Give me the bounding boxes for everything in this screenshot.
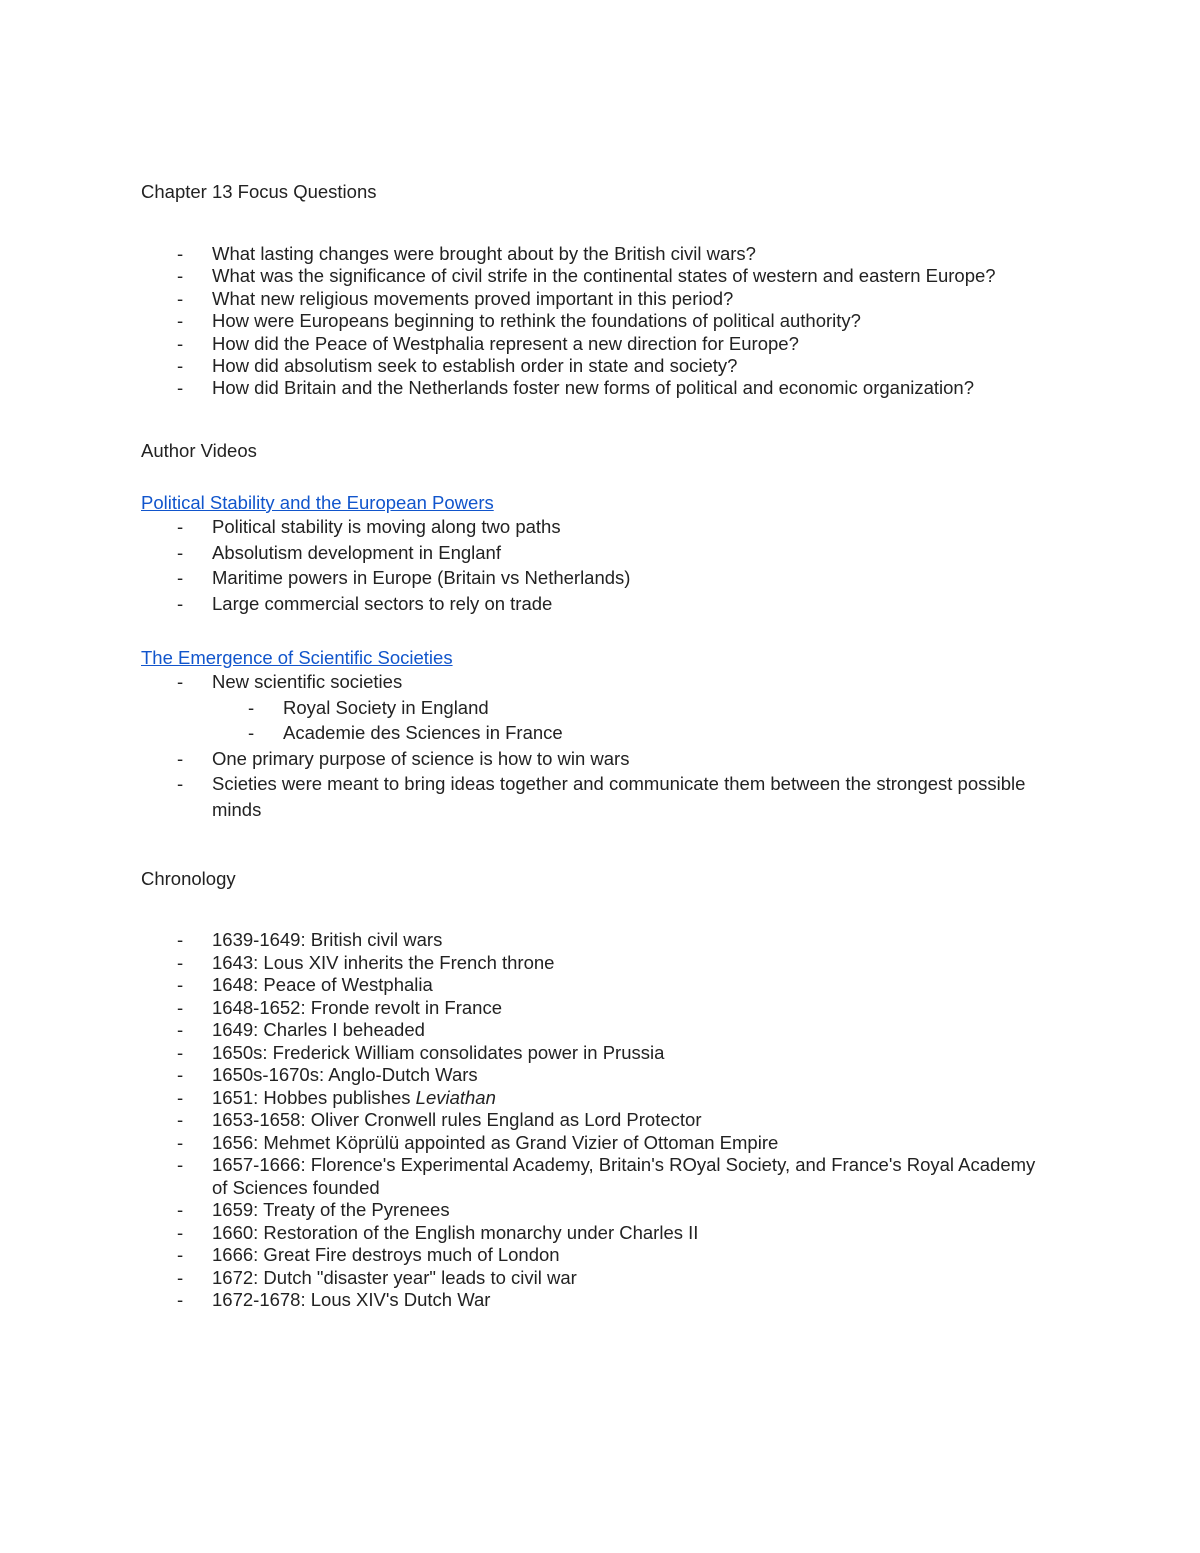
- video-2: [141, 647, 1041, 822]
- focus-section: [141, 181, 1041, 203]
- chronology-title: Chronology: [141, 868, 236, 889]
- list-item: - Scieties were meant to bring ideas together and communicate them between the strongest possible minds: [141, 771, 1041, 822]
- note-text: New scientific societies: [212, 671, 403, 692]
- list-item: - How were Europeans beginning to rethink the foundations of political authority?: [141, 310, 1041, 332]
- focus-title: Chapter 13 Focus Questions: [141, 181, 377, 202]
- book-title: Leviathan: [415, 1086, 496, 1108]
- list-item: - 1666: Great Fire destroys much of London: [141, 1244, 1041, 1267]
- list-item: - How did the Peace of Westphalia represent a new direction for Europe?: [141, 333, 1041, 355]
- list-item: - 1650s-1670s: Anglo-Dutch Wars: [141, 1064, 1041, 1087]
- list-item: [141, 1087, 1041, 1110]
- list-item: - How did absolutism seek to establish order in state and society?: [141, 355, 1041, 377]
- list-item: - Political stability is moving along two paths: [141, 514, 1041, 540]
- list-item: - Absolutism development in Englanf: [141, 540, 1041, 566]
- list-item: - 1660: Restoration of the English monarchy under Charles II: [141, 1222, 1041, 1245]
- list-item: - 1649: Charles I beheaded: [141, 1019, 1041, 1042]
- list-item: - 1648-1652: Fronde revolt in France: [141, 997, 1041, 1020]
- list-item: - 1672-1678: Lous XIV's Dutch War: [141, 1289, 1041, 1312]
- list-item: - How did Britain and the Netherlands foster new forms of political and economic organization?: [141, 377, 1041, 399]
- list-item: - What was the significance of civil strife in the continental states of western and eastern Europe?: [141, 265, 1041, 287]
- list-item: - Large commercial sectors to rely on trade: [141, 591, 1041, 617]
- focus-questions: [141, 243, 1041, 400]
- video-link-political-stability[interactable]: Political Stability and the European Powers: [141, 492, 494, 513]
- chronology-section: [141, 868, 1041, 890]
- list-item: - 1643: Lous XIV inherits the French throne: [141, 952, 1041, 975]
- video-link-scientific-societies[interactable]: The Emergence of Scientific Societies: [141, 647, 453, 668]
- video-1: [141, 492, 1041, 616]
- list-item: - Maritime powers in Europe (Britain vs Netherlands): [141, 565, 1041, 591]
- video-1-notes: [141, 514, 1041, 616]
- list-item: - 1672: Dutch "disaster year" leads to civil war: [141, 1267, 1041, 1290]
- list-item: - What lasting changes were brought about by the British civil wars?: [141, 243, 1041, 265]
- list-item: - 1650s: Frederick William consolidates power in Prussia: [141, 1042, 1041, 1065]
- list-item: - One primary purpose of science is how to win wars: [141, 746, 1041, 772]
- chronology-list: [141, 929, 1041, 1312]
- chronology-text: 1651: Hobbes publishes: [212, 1086, 416, 1108]
- list-item: - 1639-1649: British civil wars: [141, 929, 1041, 952]
- videos-title: Author Videos: [141, 440, 257, 461]
- chronology-items: [141, 929, 1041, 1312]
- videos-section: [141, 440, 1041, 462]
- list-item: - 1657-1666: Florence's Experimental Academy, Britain's ROyal Society, and France's Royal Academy of Sciences founded: [141, 1154, 1041, 1199]
- list-item: - 1656: Mehmet Köprülü appointed as Grand Vizier of Ottoman Empire: [141, 1132, 1041, 1155]
- video-2-notes: [141, 669, 1041, 822]
- list-item: - 1659: Treaty of the Pyrenees: [141, 1199, 1041, 1222]
- list-item: [141, 669, 1041, 746]
- list-item: - Royal Society in England: [212, 695, 1041, 721]
- focus-question-list: [141, 243, 1041, 400]
- list-item: - 1653-1658: Oliver Cronwell rules England as Lord Protector: [141, 1109, 1041, 1132]
- list-item: - What new religious movements proved important in this period?: [141, 288, 1041, 310]
- sub-note-list: [212, 695, 1041, 746]
- list-item: - 1648: Peace of Westphalia: [141, 974, 1041, 997]
- list-item: - Academie des Sciences in France: [212, 720, 1041, 746]
